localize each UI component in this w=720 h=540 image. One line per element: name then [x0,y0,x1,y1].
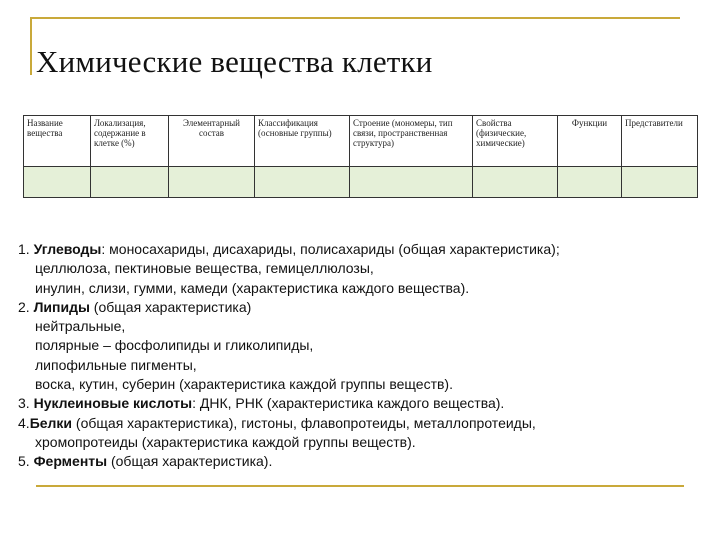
list-item-5: 5. Ферменты (общая характеристика). [18,453,273,470]
header-cell: Свойства (физические, химические) [473,116,558,167]
table-cell [255,167,350,198]
term-enzymes: Ферменты [33,453,108,470]
table-cell [169,167,255,198]
list-item-2-detail: нейтральные, [35,318,126,335]
table-cell [24,167,91,198]
table-empty-row [24,167,698,198]
list-item-2-detail: полярные – фосфолипиды и гликолипиды, [35,337,314,354]
header-cell: Элементарный состав [169,116,255,167]
table-cell [622,167,698,198]
topic-list [18,240,708,472]
table-header-row [24,116,698,167]
list-item-4-detail: хромопротеиды (характеристика каждой группы веществ). [35,433,416,450]
frame-left-line [30,17,32,75]
list-item-2-detail: воска, кутин, суберин (характеристика каждой группы веществ). [35,376,453,393]
table-cell [558,167,622,198]
term-lipids: Липиды [33,298,90,315]
header-cell: Локализация, содержание в клетке (%) [91,116,169,167]
table-cell [350,167,473,198]
header-cell: Классификация (основные группы) [255,116,350,167]
header-cell: Функции [558,116,622,167]
list-item-2: 2. Липиды (общая характеристика) [18,298,252,315]
list-item-1-detail: целлюлоза, пектиновые вещества, гемицеллюлозы, [35,260,374,277]
list-item-2-detail: липофильные пигменты, [35,356,197,373]
term-proteins: Белки [29,414,73,431]
term-nucleic-acids: Нуклеиновые кислоты [33,395,193,412]
term-carbohydrates: Углеводы [33,241,102,257]
header-cell: Представители [622,116,698,167]
frame-bottom-line [36,485,684,487]
summary-table [23,115,698,198]
header-cell: Строение (мономеры, тип связи, пространственная структура) [350,116,473,167]
table-cell [473,167,558,198]
list-item-3: 3. Нуклеиновые кислоты: ДНК, РНК (характеристика каждого вещества). [18,395,505,412]
list-item-1-detail: инулин, слизи, гумми, камеди (характеристика каждого вещества). [35,279,470,296]
slide-title: Химические вещества клетки [36,44,433,79]
table-cell [91,167,169,198]
list-item-1: 1. Углеводы: моносахариды, дисахариды, полисахариды (общая характеристика); [18,241,560,257]
header-cell: Название вещества [24,116,91,167]
list-item-4: 4.Белки (общая характеристика), гистоны, флавопротеиды, металлопротеиды, [18,414,536,431]
frame-top-line [30,17,680,19]
